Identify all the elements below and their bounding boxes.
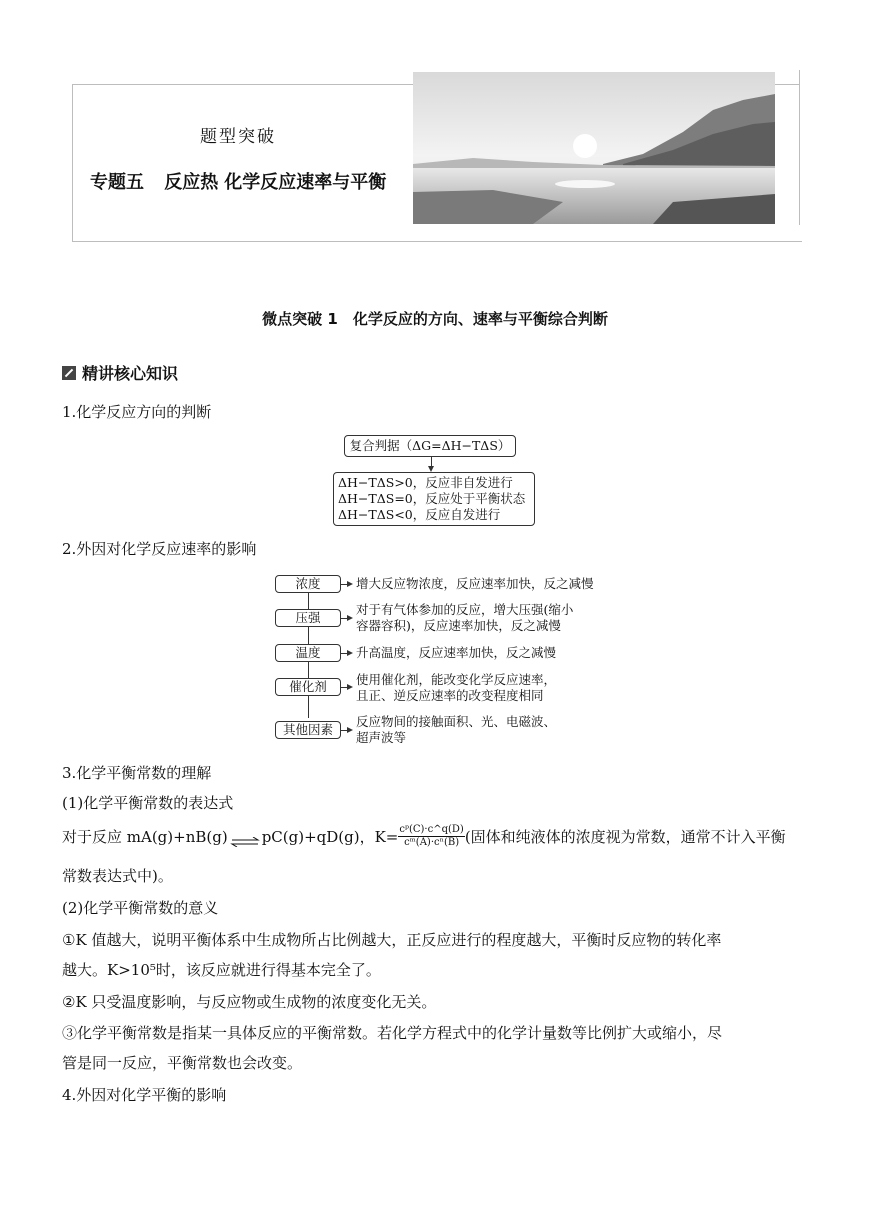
s4-title: 4.外因对化学平衡的影响 bbox=[62, 1086, 227, 1104]
topic-part-b: 化学反应速率与平衡 bbox=[224, 172, 387, 193]
factor-text: 升高温度，反应速率加快，反之减慢 bbox=[356, 645, 557, 660]
s3-title: 3.化学平衡常数的理解 bbox=[62, 764, 212, 782]
meaning-1b: 越大。K>10⁵时，该反应就进行得基本完全了。 bbox=[62, 961, 381, 979]
equation-reactants: 对于反应 mA(g)+nB(g) bbox=[62, 827, 228, 846]
criterion-box: 复合判据（ΔG=ΔH−TΔS） bbox=[344, 435, 516, 457]
landscape-image bbox=[413, 72, 775, 224]
header-divider bbox=[799, 70, 800, 225]
factor-text: 对于有气体参加的反应，增大压强(缩小 bbox=[356, 602, 574, 617]
equation-products: pC(g)+qD(g)，K= bbox=[261, 827, 399, 846]
right-arrow-icon bbox=[347, 581, 353, 587]
k-fraction bbox=[398, 824, 464, 849]
factor-text: 使用催化剂，能改变化学反应速率， bbox=[356, 672, 557, 687]
right-arrow-icon bbox=[347, 684, 353, 690]
criterion-line: ΔH−TΔS<0，反应自发进行 bbox=[338, 507, 501, 522]
equilibrium-equation bbox=[62, 824, 822, 849]
meaning-3b: 管是同一反应，平衡常数也会改变。 bbox=[62, 1054, 303, 1072]
right-arrow-icon bbox=[347, 615, 353, 621]
right-arrow-icon bbox=[347, 650, 353, 656]
s3-sub2: (2)化学平衡常数的意义 bbox=[62, 899, 219, 917]
equation-note: (固体和纯液体的浓度视为常数，通常不计入平衡 bbox=[464, 827, 786, 846]
k-numerator: cᵖ(C)·c^q(D) bbox=[399, 824, 464, 835]
factor-box-temperature: 温度 bbox=[275, 644, 341, 662]
factor-box-pressure: 压强 bbox=[275, 609, 341, 627]
factor-box-concentration: 浓度 bbox=[275, 575, 341, 593]
section-title: 微点突破 1 化学反应的方向、速率与平衡综合判断 bbox=[262, 310, 608, 328]
right-arrow-icon bbox=[347, 727, 353, 733]
factor-box-other: 其他因素 bbox=[275, 721, 341, 739]
header-title bbox=[90, 168, 400, 194]
header-subtitle: 题型突破 bbox=[200, 127, 276, 147]
topic-number: 专题五 bbox=[90, 172, 144, 193]
equation-note-end: 常数表达式中)。 bbox=[62, 867, 173, 885]
factor-text: 且正、逆反应速率的改变程度相同 bbox=[356, 688, 544, 703]
k-denominator: cᵐ(A)·cⁿ(B) bbox=[404, 837, 460, 848]
s1-title: 1.化学反应方向的判断 bbox=[62, 403, 212, 421]
criterion-line: ΔH−TΔS=0，反应处于平衡状态 bbox=[338, 491, 526, 506]
header-rule bbox=[72, 241, 802, 242]
pencil-icon bbox=[62, 366, 76, 380]
topic-part-a: 反应热 bbox=[164, 172, 219, 193]
criterion-line: ΔH−TΔS>0，反应非自发进行 bbox=[338, 475, 513, 490]
s2-title: 2.外因对化学反应速率的影响 bbox=[62, 540, 257, 558]
criterion-results-box bbox=[333, 472, 535, 526]
meaning-3a: ③化学平衡常数是指某一具体反应的平衡常数。若化学方程式中的化学计量数等比例扩大或缩小，尽 bbox=[62, 1024, 723, 1042]
knowledge-heading bbox=[62, 361, 178, 384]
knowledge-heading-text: 精讲核心知识 bbox=[82, 364, 179, 383]
factor-text: 反应物间的接触面积、光、电磁波、 bbox=[356, 714, 557, 729]
meaning-1a: ①K 值越大，说明平衡体系中生成物所占比例越大，正反应进行的程度越大，平衡时反应物的转化率 bbox=[62, 931, 722, 949]
factor-text: 增大反应物浓度，反应速率加快，反之减慢 bbox=[356, 576, 594, 591]
factor-text: 容器容积)，反应速率加快，反之减慢 bbox=[356, 618, 561, 633]
equilibrium-arrow-icon bbox=[230, 832, 260, 842]
meaning-2: ②K 只受温度影响，与反应物或生成物的浓度变化无关。 bbox=[62, 993, 437, 1011]
factor-text: 超声波等 bbox=[356, 730, 407, 745]
factor-box-catalyst: 催化剂 bbox=[275, 678, 341, 696]
s3-sub1: (1)化学平衡常数的表达式 bbox=[62, 794, 234, 812]
